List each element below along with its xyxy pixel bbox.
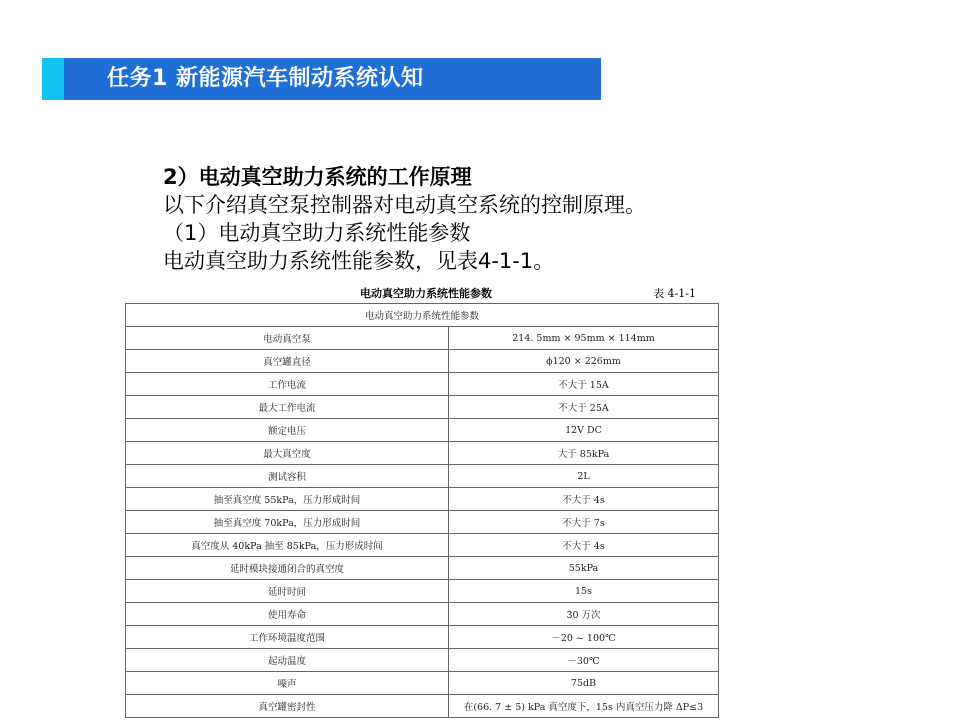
param-cell: 真空罐直径 bbox=[126, 350, 449, 373]
table-caption-title: 电动真空助力系统性能参数 bbox=[360, 287, 492, 300]
table-row bbox=[126, 396, 719, 419]
param-cell: 真空度从 40kPa 抽至 85kPa，压力形成时间 bbox=[126, 534, 449, 557]
table-row bbox=[126, 580, 719, 603]
param-cell: 延时模块接通闭合的真空度 bbox=[126, 557, 449, 580]
value-cell: 2L bbox=[449, 465, 719, 488]
table-row bbox=[126, 488, 719, 511]
title-bar bbox=[42, 58, 601, 100]
body-line-1: 以下介绍真空泵控制器对电动真空系统的控制原理。 bbox=[163, 193, 646, 217]
table-number: 表 4-1-1 bbox=[653, 287, 696, 300]
param-cell: 最大真空度 bbox=[126, 442, 449, 465]
title-accent-strip bbox=[42, 58, 64, 100]
section-heading: 2）电动真空助力系统的工作原理 bbox=[163, 165, 472, 189]
value-cell: 不大于 4s bbox=[449, 534, 719, 557]
table-header-cell: 电动真空助力系统性能参数 bbox=[126, 304, 719, 327]
table-row bbox=[126, 695, 719, 718]
value-cell: 在(66. 7 ± 5) kPa 真空度下，15s 内真空压力降 ΔP≤3 bbox=[449, 695, 719, 718]
param-cell: 工作电流 bbox=[126, 373, 449, 396]
param-cell: 额定电压 bbox=[126, 419, 449, 442]
param-cell: 抽至真空度 55kPa，压力形成时间 bbox=[126, 488, 449, 511]
param-cell: 真空罐密封性 bbox=[126, 695, 449, 718]
value-cell: 不大于 4s bbox=[449, 488, 719, 511]
body-line-2: （1）电动真空助力系统性能参数 bbox=[163, 221, 471, 245]
value-cell: 55kPa bbox=[449, 557, 719, 580]
body-line-3: 电动真空助力系统性能参数，见表4-1-1。 bbox=[163, 249, 555, 273]
param-cell: 使用寿命 bbox=[126, 603, 449, 626]
table-row bbox=[126, 511, 719, 534]
value-cell: －20 ~ 100℃ bbox=[449, 626, 719, 649]
param-cell: 电动真空泵 bbox=[126, 327, 449, 350]
table-row bbox=[126, 373, 719, 396]
param-cell: 测试容积 bbox=[126, 465, 449, 488]
param-cell: 最大工作电流 bbox=[126, 396, 449, 419]
table-row bbox=[126, 327, 719, 350]
table-row bbox=[126, 603, 719, 626]
param-cell: 起动温度 bbox=[126, 649, 449, 672]
table-row bbox=[126, 534, 719, 557]
table-row bbox=[126, 557, 719, 580]
param-cell: 工作环境温度范围 bbox=[126, 626, 449, 649]
table-row bbox=[126, 350, 719, 373]
table-row bbox=[126, 442, 719, 465]
body-text bbox=[163, 163, 646, 275]
value-cell: 30 万次 bbox=[449, 603, 719, 626]
table-row bbox=[126, 419, 719, 442]
value-cell: 75dB bbox=[449, 672, 719, 695]
table-row bbox=[126, 626, 719, 649]
value-cell: －30℃ bbox=[449, 649, 719, 672]
value-cell: 大于 85kPa bbox=[449, 442, 719, 465]
table-row bbox=[126, 649, 719, 672]
table-caption bbox=[126, 282, 726, 304]
table-row bbox=[126, 672, 719, 695]
value-cell: ϕ120 × 226mm bbox=[449, 350, 719, 373]
value-cell: 15s bbox=[449, 580, 719, 603]
page-title: 任务1 新能源汽车制动系统认知 bbox=[107, 66, 424, 91]
value-cell: 214. 5mm × 95mm × 114mm bbox=[449, 327, 719, 350]
value-cell: 不大于 15A bbox=[449, 373, 719, 396]
param-cell: 延时时间 bbox=[126, 580, 449, 603]
table-row bbox=[126, 465, 719, 488]
table-header-row bbox=[126, 304, 719, 327]
parameter-table bbox=[125, 303, 719, 718]
value-cell: 不大于 25A bbox=[449, 396, 719, 419]
value-cell: 不大于 7s bbox=[449, 511, 719, 534]
param-cell: 噪声 bbox=[126, 672, 449, 695]
param-cell: 抽至真空度 70kPa，压力形成时间 bbox=[126, 511, 449, 534]
value-cell: 12V DC bbox=[449, 419, 719, 442]
